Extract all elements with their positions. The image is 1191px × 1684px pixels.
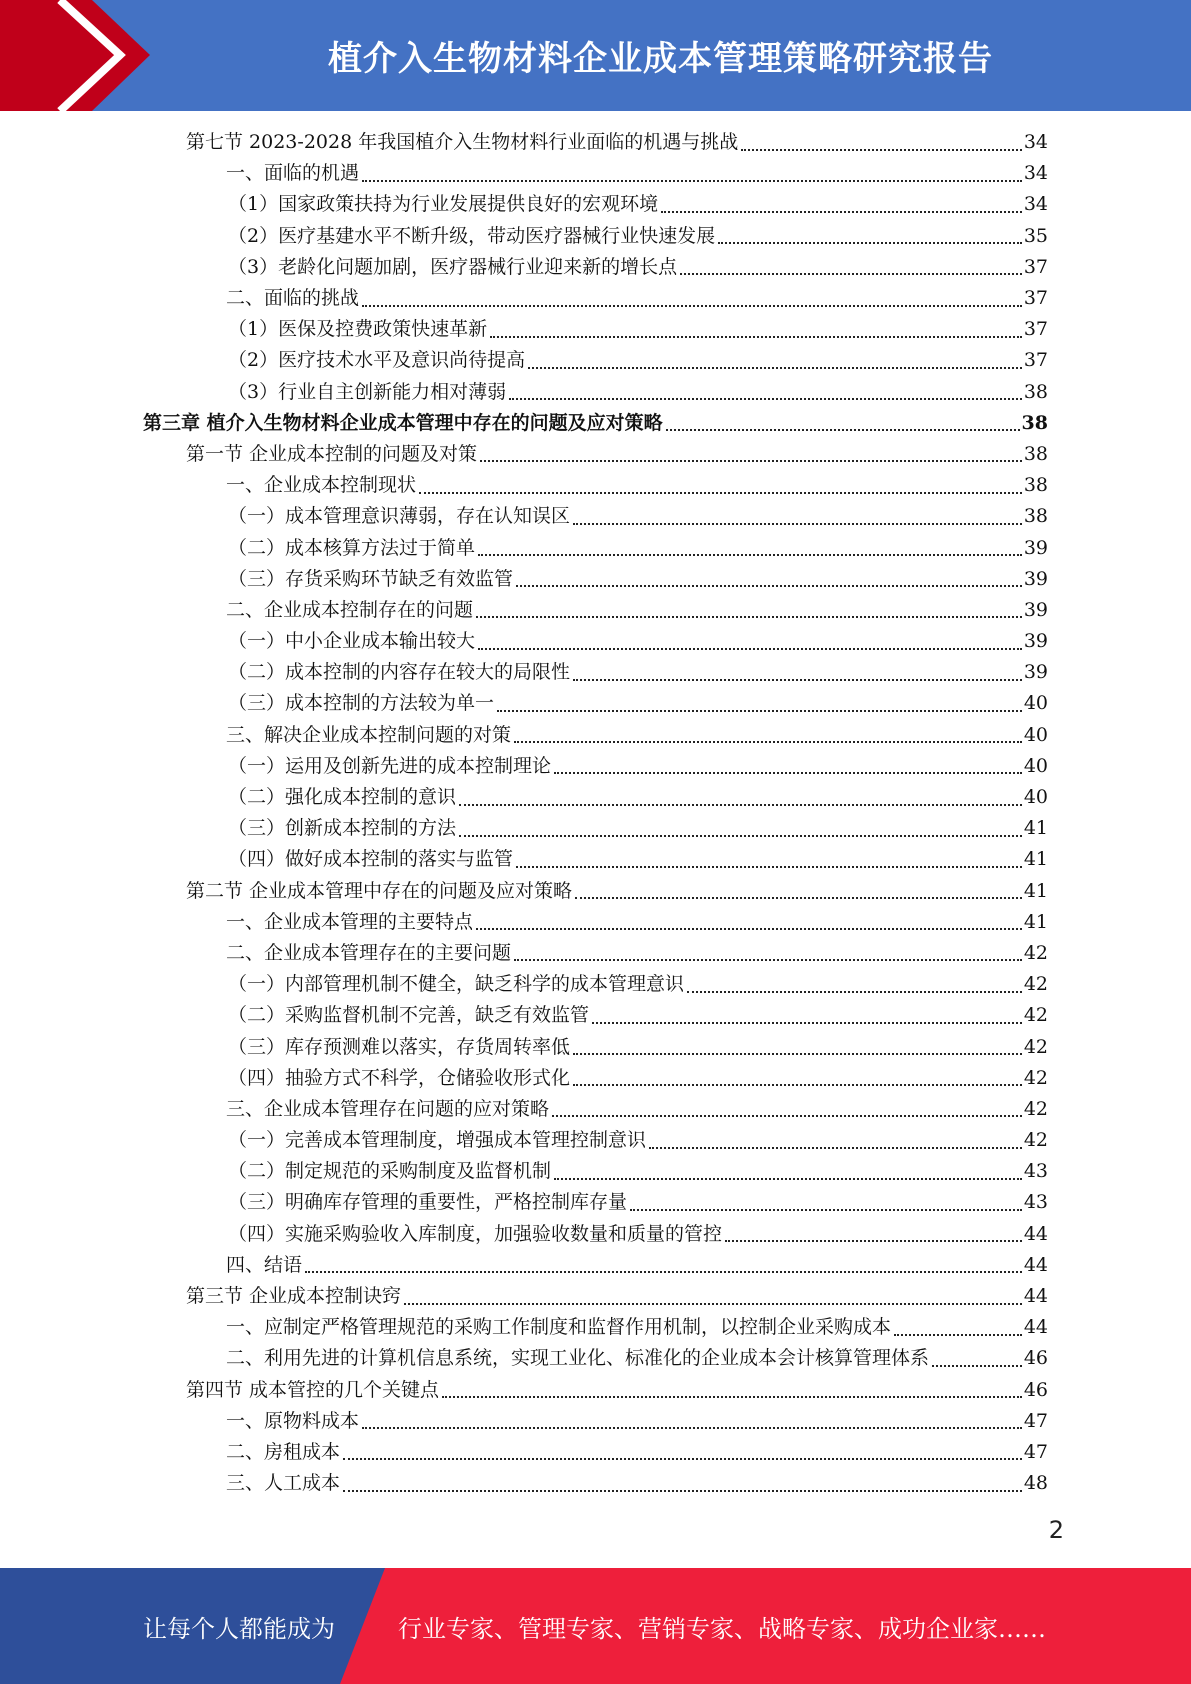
toc-leader-dots — [362, 305, 1022, 307]
toc-entry-title: 三、企业成本管理存在问题的应对策略 — [226, 1094, 551, 1125]
toc-leader-dots — [478, 648, 1022, 650]
footer-slogan-right: 行业专家、管理专家、营销专家、战略专家、成功企业家…… — [398, 1614, 1046, 1643]
header-arrow-icon — [0, 0, 160, 111]
toc-entry-title: （三）成本控制的方法较为单一 — [228, 688, 496, 719]
toc-entry[interactable] — [0, 1156, 1048, 1187]
toc-entry[interactable] — [0, 1219, 1048, 1250]
toc-leader-dots — [554, 772, 1022, 774]
toc-entry[interactable] — [0, 1125, 1048, 1156]
toc-leader-dots — [442, 1396, 1022, 1398]
toc-leader-dots — [476, 616, 1022, 618]
toc-leader-dots — [741, 149, 1022, 151]
toc-leader-dots — [573, 523, 1022, 525]
toc-entry-title: （3）老龄化问题加剧，医疗器械行业迎来新的增长点 — [228, 252, 679, 283]
toc-entry-title: 一、企业成本管理的主要特点 — [226, 907, 475, 938]
toc-entry-title: 一、应制定严格管理规范的采购工作制度和监督作用机制，以控制企业采购成本 — [226, 1312, 893, 1343]
toc-entry[interactable] — [0, 408, 1048, 439]
toc-leader-dots — [480, 460, 1022, 462]
toc-leader-dots — [514, 741, 1022, 743]
toc-leader-dots — [680, 273, 1022, 275]
toc-entry-title: （二）成本核算方法过于简单 — [228, 533, 477, 564]
toc-entry-title: （一）内部管理机制不健全，缺乏科学的成本管理意识 — [228, 969, 686, 1000]
toc-entry[interactable] — [0, 532, 1048, 563]
toc-leader-dots — [362, 1427, 1022, 1429]
toc-leader-dots — [516, 585, 1022, 587]
toc-entry-page: 47 — [1023, 1409, 1048, 1432]
toc-leader-dots — [592, 1022, 1022, 1024]
toc-entry-title: 第三节 企业成本控制诀窍 — [186, 1281, 403, 1312]
toc-entry-page: 34 — [1023, 193, 1048, 216]
toc-entry-page: 42 — [1023, 941, 1048, 964]
toc-leader-dots — [497, 710, 1022, 712]
toc-entry-page: 44 — [1023, 1253, 1048, 1276]
toc-entry-title: 二、利用先进的计算机信息系统，实现工业化、标准化的企业成本会计核算管理体系 — [226, 1343, 931, 1374]
toc-leader-dots — [459, 804, 1022, 806]
toc-leader-dots — [573, 679, 1022, 681]
toc-entry[interactable] — [0, 595, 1048, 626]
toc-entry[interactable] — [0, 1063, 1048, 1094]
toc-entry-title: （3）行业自主创新能力相对薄弱 — [228, 377, 508, 408]
toc-leader-dots — [725, 1240, 1022, 1242]
toc-entry-title: （一）运用及创新先进的成本控制理论 — [228, 751, 553, 782]
toc-entry-page: 38 — [1023, 442, 1048, 465]
toc-entry[interactable] — [0, 1000, 1048, 1031]
toc-entry-title: 一、原物料成本 — [226, 1406, 361, 1437]
toc-entry-title: （二）采购监督机制不完善，缺乏有效监管 — [228, 1000, 591, 1031]
toc-entry-page: 42 — [1023, 1066, 1048, 1089]
toc-entry-title: 三、人工成本 — [226, 1468, 342, 1499]
toc-leader-dots — [687, 991, 1022, 993]
toc-leader-dots — [661, 211, 1022, 213]
toc-leader-dots — [476, 928, 1022, 930]
toc-entry-title: （三）明确库存管理的重要性，严格控制库存量 — [228, 1187, 629, 1218]
toc-leader-dots — [649, 1147, 1022, 1149]
toc-entry-title: （2）医疗技术水平及意识尚待提高 — [228, 345, 527, 376]
toc-entry-page: 37 — [1023, 255, 1048, 278]
toc-entry[interactable] — [0, 189, 1048, 220]
toc-entry-page: 42 — [1023, 1097, 1048, 1120]
toc-entry-title: （三）存货采购环节缺乏有效监管 — [228, 564, 515, 595]
toc-entry-title: （三）创新成本控制的方法 — [228, 813, 458, 844]
toc-entry-page: 41 — [1023, 817, 1048, 840]
toc-leader-dots — [514, 959, 1022, 961]
toc-entry-page: 39 — [1023, 567, 1048, 590]
toc-entry[interactable] — [0, 127, 1048, 158]
toc-leader-dots — [932, 1365, 1022, 1367]
toc-entry-page: 39 — [1023, 630, 1048, 653]
toc-entry-title: 第三章 植介入生物材料企业成本管理中存在的问题及应对策略 — [143, 408, 665, 439]
toc-entry-page: 44 — [1023, 1316, 1048, 1339]
toc-entry[interactable] — [0, 221, 1048, 252]
toc-entry-title: （二）强化成本控制的意识 — [228, 782, 458, 813]
toc-entry-page: 41 — [1023, 848, 1048, 871]
toc-entry-page: 37 — [1023, 287, 1048, 310]
toc-entry-page: 40 — [1023, 692, 1048, 715]
report-title: 植介入生物材料企业成本管理策略研究报告 — [328, 39, 993, 79]
toc-leader-dots — [528, 367, 1022, 369]
toc-entry-page: 42 — [1023, 1035, 1048, 1058]
toc-entry-title: 二、房租成本 — [226, 1437, 342, 1468]
table-of-contents — [0, 127, 1191, 1499]
toc-entry[interactable] — [0, 751, 1048, 782]
toc-entry-page: 34 — [1023, 131, 1048, 154]
toc-entry[interactable] — [0, 252, 1048, 283]
toc-entry[interactable] — [0, 345, 1048, 376]
toc-leader-dots — [666, 429, 1020, 431]
toc-entry[interactable] — [0, 657, 1048, 688]
toc-entry-title: 一、企业成本控制现状 — [226, 470, 418, 501]
page-header — [0, 0, 1191, 111]
toc-leader-dots — [630, 1209, 1022, 1211]
toc-entry[interactable] — [0, 938, 1048, 969]
toc-entry-page: 37 — [1023, 349, 1048, 372]
toc-entry-title: 二、企业成本管理存在的主要问题 — [226, 938, 513, 969]
toc-entry-title: （四）抽验方式不科学，仓储验收形式化 — [228, 1063, 572, 1094]
toc-entry-title: （一）成本管理意识薄弱，存在认知误区 — [228, 501, 572, 532]
toc-entry[interactable] — [0, 564, 1048, 595]
toc-entry-page: 41 — [1023, 910, 1048, 933]
toc-entry[interactable] — [0, 813, 1048, 844]
toc-entry-page: 38 — [1023, 505, 1048, 528]
toc-entry-page: 38 — [1023, 474, 1048, 497]
toc-leader-dots — [459, 835, 1022, 837]
toc-entry-page: 48 — [1023, 1472, 1048, 1495]
toc-entry-page: 40 — [1023, 754, 1048, 777]
toc-entry-page: 47 — [1023, 1440, 1048, 1463]
toc-entry[interactable] — [0, 907, 1048, 938]
toc-entry-page: 39 — [1023, 536, 1048, 559]
toc-entry[interactable] — [0, 283, 1048, 314]
toc-leader-dots — [343, 1458, 1022, 1460]
toc-leader-dots — [362, 180, 1022, 182]
toc-entry-page: 40 — [1023, 723, 1048, 746]
toc-entry[interactable] — [0, 969, 1048, 1000]
toc-entry-page: 42 — [1023, 973, 1048, 996]
toc-entry-title: 第四节 成本管控的几个关键点 — [186, 1375, 441, 1406]
toc-entry[interactable] — [0, 1250, 1048, 1281]
toc-entry[interactable] — [0, 1094, 1048, 1125]
toc-entry-title: （1）国家政策扶持为行业发展提供良好的宏观环境 — [228, 189, 660, 220]
toc-entry-title: （二）制定规范的采购制度及监督机制 — [228, 1156, 553, 1187]
toc-entry-page: 41 — [1023, 879, 1048, 902]
toc-entry[interactable] — [0, 1375, 1048, 1406]
toc-entry-title: 二、面临的挑战 — [226, 283, 361, 314]
toc-entry-title: （三）库存预测难以落实，存货周转率低 — [228, 1032, 572, 1063]
toc-entry-page: 38 — [1023, 380, 1048, 403]
toc-entry-title: （一）完善成本管理制度，增强成本管理控制意识 — [228, 1125, 648, 1156]
toc-leader-dots — [575, 897, 1022, 899]
toc-leader-dots — [554, 1178, 1022, 1180]
toc-entry-title: （一）中小企业成本输出较大 — [228, 626, 477, 657]
toc-entry[interactable] — [0, 1031, 1048, 1062]
toc-entry[interactable] — [0, 688, 1048, 719]
toc-leader-dots — [419, 492, 1022, 494]
toc-entry[interactable] — [0, 470, 1048, 501]
toc-entry[interactable] — [0, 377, 1048, 408]
toc-entry-title: （四）做好成本控制的落实与监管 — [228, 844, 515, 875]
toc-entry-page: 39 — [1023, 598, 1048, 621]
toc-entry-title: （2）医疗基建水平不断升级，带动医疗器械行业快速发展 — [228, 221, 717, 252]
toc-leader-dots — [516, 866, 1022, 868]
toc-leader-dots — [478, 554, 1022, 556]
toc-entry-title: 一、面临的机遇 — [226, 158, 361, 189]
toc-entry-page: 43 — [1023, 1191, 1048, 1214]
toc-entry-page: 46 — [1023, 1378, 1048, 1401]
toc-entry[interactable] — [0, 1437, 1048, 1468]
toc-entry[interactable] — [0, 1187, 1048, 1218]
toc-entry-title: 第一节 企业成本控制的问题及对策 — [186, 439, 479, 470]
toc-entry[interactable] — [0, 1312, 1048, 1343]
toc-entry[interactable] — [0, 1406, 1048, 1437]
toc-leader-dots — [490, 336, 1022, 338]
toc-leader-dots — [573, 1084, 1022, 1086]
toc-entry-title: （二）成本控制的内容存在较大的局限性 — [228, 657, 572, 688]
toc-entry-title: 第二节 企业成本管理中存在的问题及应对策略 — [186, 876, 574, 907]
toc-entry-page: 34 — [1023, 162, 1048, 185]
toc-entry-title: 二、企业成本控制存在的问题 — [226, 595, 475, 626]
toc-leader-dots — [509, 398, 1022, 400]
toc-entry-page: 46 — [1023, 1347, 1048, 1370]
toc-entry-page: 40 — [1023, 786, 1048, 809]
toc-leader-dots — [305, 1271, 1022, 1273]
toc-entry[interactable] — [0, 1468, 1048, 1499]
toc-entry[interactable] — [0, 844, 1048, 875]
toc-entry-page: 44 — [1023, 1222, 1048, 1245]
toc-leader-dots — [894, 1334, 1022, 1336]
page-footer — [0, 1568, 1191, 1684]
toc-entry[interactable] — [0, 314, 1048, 345]
toc-entry[interactable] — [0, 501, 1048, 532]
toc-leader-dots — [573, 1053, 1022, 1055]
toc-entry-page: 42 — [1023, 1129, 1048, 1152]
toc-entry-title: 四、结语 — [226, 1250, 304, 1281]
toc-entry-title: （1）医保及控费政策快速革新 — [228, 314, 489, 345]
toc-entry-page: 44 — [1023, 1285, 1048, 1308]
toc-entry[interactable] — [0, 158, 1048, 189]
toc-leader-dots — [718, 242, 1022, 244]
toc-entry[interactable] — [0, 782, 1048, 813]
toc-entry-title: 三、解决企业成本控制问题的对策 — [226, 720, 513, 751]
toc-entry[interactable] — [0, 1343, 1048, 1374]
toc-entry-page: 37 — [1023, 318, 1048, 341]
toc-entry-title: 第七节 2023-2028 年我国植介入生物材料行业面临的机遇与挑战 — [186, 127, 740, 158]
page-number: 2 — [1048, 1516, 1064, 1544]
toc-leader-dots — [343, 1490, 1022, 1492]
toc-entry[interactable] — [0, 720, 1048, 751]
toc-entry[interactable] — [0, 1281, 1048, 1312]
toc-leader-dots — [404, 1303, 1022, 1305]
toc-entry[interactable] — [0, 876, 1048, 907]
toc-entry-page: 42 — [1023, 1004, 1048, 1027]
toc-leader-dots — [552, 1115, 1022, 1117]
footer-slogan-left: 让每个人都能成为 — [143, 1614, 335, 1643]
toc-entry[interactable] — [0, 439, 1048, 470]
toc-entry-page: 35 — [1023, 224, 1048, 247]
toc-entry[interactable] — [0, 626, 1048, 657]
toc-entry-page: 43 — [1023, 1160, 1048, 1183]
toc-entry-page: 38 — [1021, 411, 1048, 434]
toc-entry-page: 39 — [1023, 661, 1048, 684]
toc-entry-title: （四）实施采购验收入库制度，加强验收数量和质量的管控 — [228, 1219, 724, 1250]
